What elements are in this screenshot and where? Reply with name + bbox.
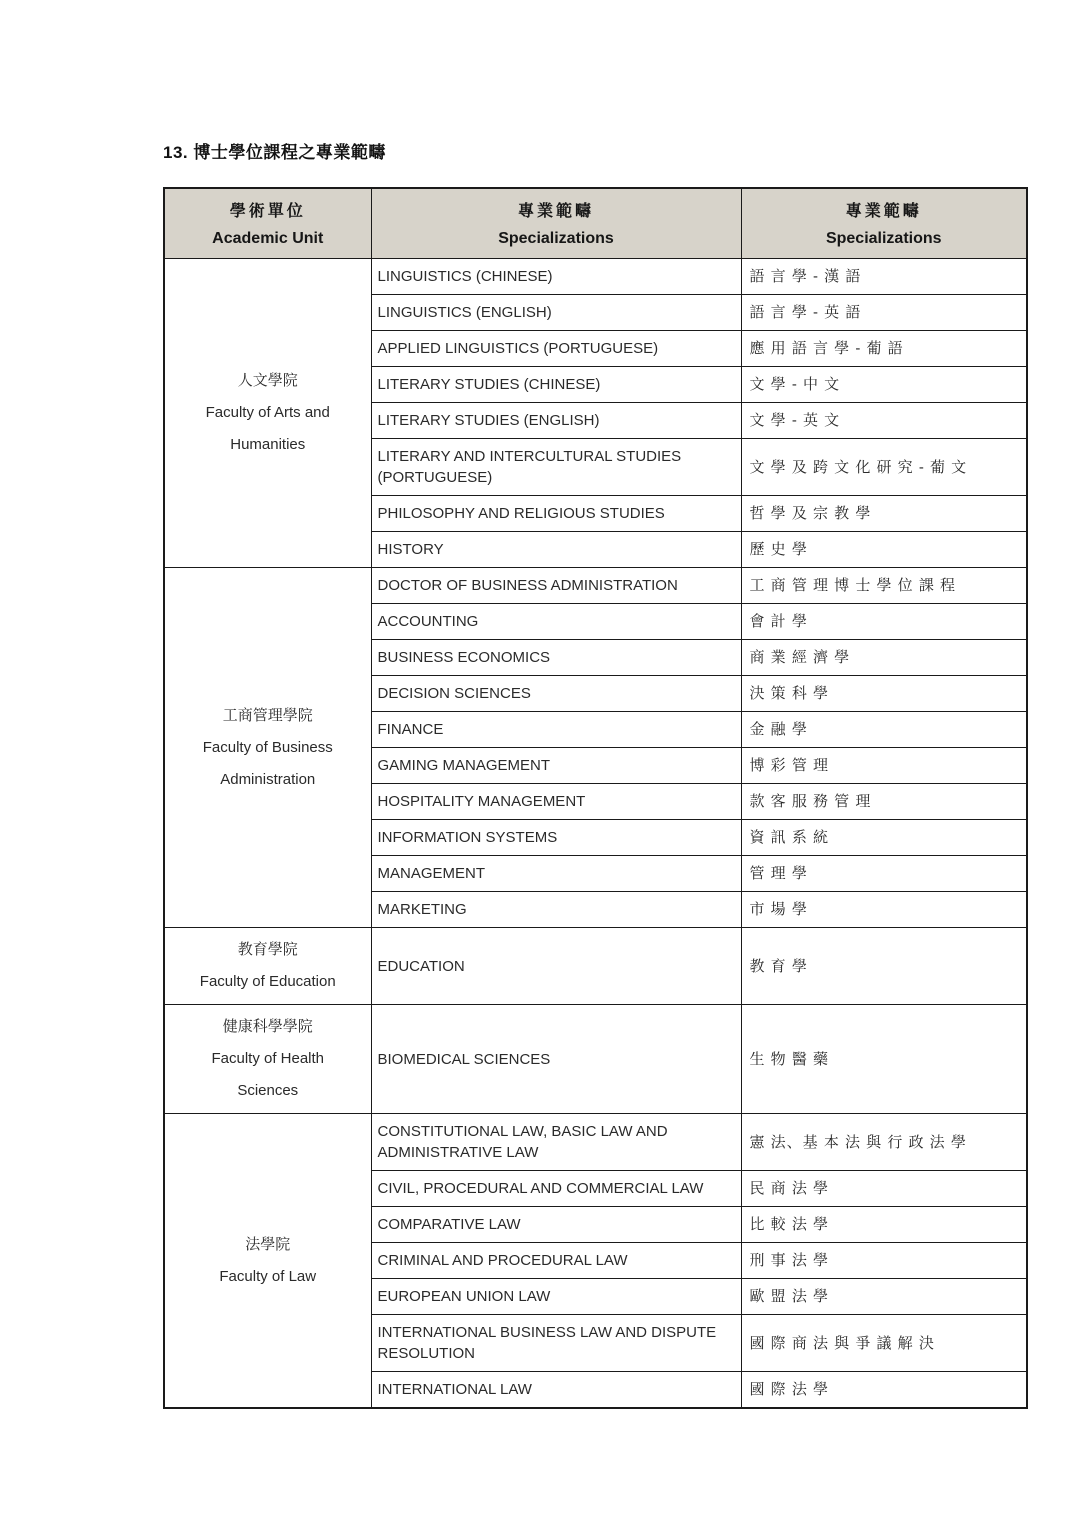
specialization-chinese: 民 商 法 學	[741, 1171, 1027, 1207]
table-body	[164, 259, 1027, 1409]
header-academic-unit-en: Academic Unit	[212, 230, 324, 247]
specialization-chinese: 刑 事 法 學	[741, 1243, 1027, 1279]
specializations-table	[163, 187, 1028, 1409]
academic-unit-cell	[164, 568, 371, 928]
specialization-english: EUROPEAN UNION LAW	[371, 1279, 741, 1315]
table-row	[164, 1005, 1027, 1114]
specialization-english: LITERARY STUDIES (CHINESE)	[371, 367, 741, 403]
table-row	[164, 568, 1027, 604]
specialization-chinese: 生 物 醫 藥	[741, 1005, 1027, 1114]
header-academic-unit-zh: 學術單位	[229, 203, 306, 220]
specialization-english: COMPARATIVE LAW	[371, 1207, 741, 1243]
specialization-english: CIVIL, PROCEDURAL AND COMMERCIAL LAW	[371, 1171, 741, 1207]
specialization-english: INFORMATION SYSTEMS	[371, 820, 741, 856]
header-specializations-english-en: Specializations	[498, 230, 614, 247]
specialization-english: PHILOSOPHY AND RELIGIOUS STUDIES	[371, 496, 741, 532]
academic-unit-cell	[164, 1114, 371, 1409]
specialization-english: FINANCE	[371, 712, 741, 748]
specialization-chinese: 歷 史 學	[741, 532, 1027, 568]
page-title: 13. 博士學位課程之專業範疇	[163, 143, 386, 162]
specialization-english: HISTORY	[371, 532, 741, 568]
specialization-english: BUSINESS ECONOMICS	[371, 640, 741, 676]
table-row	[164, 1114, 1027, 1171]
specialization-english: APPLIED LINGUISTICS (PORTUGUESE)	[371, 331, 741, 367]
specialization-chinese: 文 學 及 跨 文 化 研 究 - 葡 文	[741, 439, 1027, 496]
header-specializations-english-zh: 專業範疇	[517, 203, 594, 220]
specialization-english: GAMING MANAGEMENT	[371, 748, 741, 784]
specialization-english: DOCTOR OF BUSINESS ADMINISTRATION	[371, 568, 741, 604]
academic-unit-line: Humanities	[230, 436, 306, 453]
specialization-chinese: 國 際 商 法 與 爭 議 解 決	[741, 1315, 1027, 1372]
specialization-english: BIOMEDICAL SCIENCES	[371, 1005, 741, 1114]
specialization-chinese: 文 學 - 英 文	[741, 403, 1027, 439]
academic-unit-line: Faculty of Law	[219, 1267, 317, 1285]
academic-unit-line: Faculty of Arts and	[205, 404, 330, 421]
specialization-chinese: 哲 學 及 宗 教 學	[741, 496, 1027, 532]
specialization-chinese: 比 較 法 學	[741, 1207, 1027, 1243]
specialization-chinese: 管 理 學	[741, 856, 1027, 892]
specialization-english: LITERARY STUDIES (ENGLISH)	[371, 403, 741, 439]
academic-unit-line: Sciences	[237, 1082, 299, 1099]
specialization-chinese: 教 育 學	[741, 928, 1027, 1005]
specialization-chinese: 款 客 服 務 管 理	[741, 784, 1027, 820]
specialization-english: EDUCATION	[371, 928, 741, 1005]
specialization-english: INTERNATIONAL BUSINESS LAW AND DISPUTE RESOLUTION	[371, 1315, 741, 1372]
academic-unit-line: 教育學院	[237, 941, 298, 958]
specialization-chinese: 國 際 法 學	[741, 1372, 1027, 1409]
specialization-chinese: 歐 盟 法 學	[741, 1279, 1027, 1315]
specialization-chinese: 語 言 學 - 英 語	[741, 295, 1027, 331]
header-specializations-chinese-zh: 專業範疇	[845, 203, 922, 220]
academic-unit-line: Faculty of Health	[211, 1050, 325, 1067]
specialization-english: LINGUISTICS (CHINESE)	[371, 259, 741, 295]
table-row	[164, 259, 1027, 295]
header-specializations-english	[371, 188, 741, 259]
academic-unit-line: Administration	[220, 770, 316, 788]
academic-unit-line: Faculty of Education	[199, 973, 336, 990]
specialization-english: LITERARY AND INTERCULTURAL STUDIES (PORTUGUESE)	[371, 439, 741, 496]
academic-unit-line: 人文學院	[237, 372, 298, 389]
specialization-english: INTERNATIONAL LAW	[371, 1372, 741, 1409]
specialization-chinese: 金 融 學	[741, 712, 1027, 748]
header-specializations-chinese	[741, 188, 1027, 259]
specialization-chinese: 博 彩 管 理	[741, 748, 1027, 784]
specialization-chinese: 商 業 經 濟 學	[741, 640, 1027, 676]
table-row	[164, 928, 1027, 1005]
header-academic-unit	[164, 188, 371, 259]
specialization-chinese: 市 場 學	[741, 892, 1027, 928]
specialization-chinese: 會 計 學	[741, 604, 1027, 640]
specialization-chinese: 應 用 語 言 學 - 葡 語	[741, 331, 1027, 367]
specialization-chinese: 文 學 - 中 文	[741, 367, 1027, 403]
header-row	[164, 188, 1027, 259]
specialization-chinese: 決 策 科 學	[741, 676, 1027, 712]
academic-unit-cell	[164, 928, 371, 1005]
academic-unit-line: Faculty of Business	[202, 738, 333, 756]
specialization-english: DECISION SCIENCES	[371, 676, 741, 712]
academic-unit-cell	[164, 259, 371, 568]
header-specializations-chinese-en: Specializations	[825, 230, 942, 247]
specialization-chinese: 憲 法、基 本 法 與 行 政 法 學	[741, 1114, 1027, 1171]
specialization-chinese: 資 訊 系 統	[741, 820, 1027, 856]
academic-unit-line: 工商管理學院	[222, 706, 313, 724]
academic-unit-line: 健康科學學院	[222, 1018, 313, 1035]
academic-unit-cell	[164, 1005, 371, 1114]
specialization-chinese: 語 言 學 - 漢 語	[741, 259, 1027, 295]
table-header	[164, 188, 1027, 259]
academic-unit-line: 法學院	[245, 1235, 291, 1253]
specialization-english: HOSPITALITY MANAGEMENT	[371, 784, 741, 820]
specialization-english: MARKETING	[371, 892, 741, 928]
specialization-english: CONSTITUTIONAL LAW, BASIC LAW AND ADMINISTRATIVE LAW	[371, 1114, 741, 1171]
specialization-english: ACCOUNTING	[371, 604, 741, 640]
specialization-chinese: 工 商 管 理 博 士 學 位 課 程	[741, 568, 1027, 604]
specialization-english: MANAGEMENT	[371, 856, 741, 892]
specialization-english: CRIMINAL AND PROCEDURAL LAW	[371, 1243, 741, 1279]
specialization-english: LINGUISTICS (ENGLISH)	[371, 295, 741, 331]
